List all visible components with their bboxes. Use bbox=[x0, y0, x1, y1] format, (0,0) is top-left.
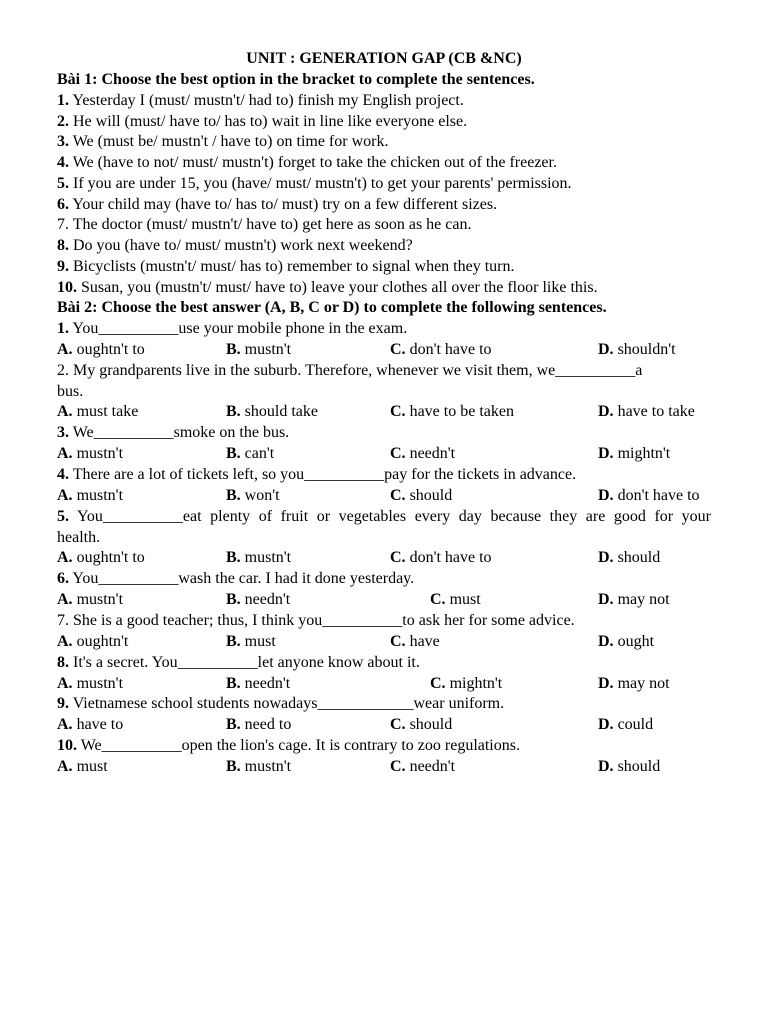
option-text: mustn't bbox=[72, 445, 124, 462]
option-letter: A. bbox=[57, 716, 73, 733]
question-text bbox=[57, 611, 575, 631]
item-number: 2. bbox=[57, 113, 69, 130]
option-c bbox=[390, 715, 452, 735]
option-text: may not bbox=[613, 591, 670, 608]
question-body: It's a secret. You__________let anyone know about it. bbox=[69, 654, 420, 671]
option-a bbox=[57, 674, 123, 694]
option-d bbox=[598, 590, 670, 610]
option-text: may not bbox=[613, 675, 670, 692]
question-body: Vietnamese school students nowadays____________wear uniform. bbox=[69, 695, 505, 712]
option-letter: C. bbox=[390, 341, 406, 358]
option-text: should bbox=[613, 549, 661, 566]
option-text: needn't bbox=[240, 591, 291, 608]
option-text: should bbox=[405, 716, 453, 733]
option-letter: B. bbox=[226, 716, 241, 733]
option-text: oughtn't to bbox=[72, 341, 145, 358]
item-text: Yesterday I (must/ mustn't/ had to) finish my English project. bbox=[69, 92, 464, 109]
question-number: 5. bbox=[57, 508, 69, 525]
option-text: needn't bbox=[240, 675, 291, 692]
option-text: must bbox=[240, 633, 276, 650]
option-text: have bbox=[405, 633, 440, 650]
question-text bbox=[57, 653, 420, 673]
option-text: mightn't bbox=[445, 675, 503, 692]
item-number: 10. bbox=[57, 279, 77, 296]
option-c bbox=[390, 402, 514, 422]
item-text: We (have to not/ must/ mustn't) forget to take the chicken out of the freezer. bbox=[69, 154, 557, 171]
option-letter: D. bbox=[598, 341, 614, 358]
question-number: 6. bbox=[57, 570, 69, 587]
item-text: Do you (have to/ must/ mustn't) work next weekend? bbox=[69, 237, 413, 254]
option-text: needn't bbox=[405, 758, 456, 775]
option-letter: C. bbox=[390, 633, 406, 650]
option-text: mustn't bbox=[72, 591, 124, 608]
part1-item bbox=[57, 257, 514, 277]
item-number: 3. bbox=[57, 133, 69, 150]
option-a bbox=[57, 757, 108, 777]
option-b bbox=[226, 632, 276, 652]
option-text: mustn't bbox=[72, 675, 124, 692]
option-b bbox=[226, 402, 318, 422]
option-text: should bbox=[613, 758, 661, 775]
option-text: mustn't bbox=[240, 549, 292, 566]
item-number: 9. bbox=[57, 258, 69, 275]
option-letter: A. bbox=[57, 633, 73, 650]
option-text: have to be taken bbox=[405, 403, 514, 420]
option-letter: A. bbox=[57, 591, 73, 608]
part1-item bbox=[57, 236, 413, 256]
option-letter: A. bbox=[57, 487, 73, 504]
option-b bbox=[226, 590, 290, 610]
option-b bbox=[226, 757, 291, 777]
question-number: 8. bbox=[57, 654, 69, 671]
item-number: 4. bbox=[57, 154, 69, 171]
option-d bbox=[598, 340, 676, 360]
option-letter: B. bbox=[226, 549, 241, 566]
question-text bbox=[57, 507, 711, 527]
option-c bbox=[390, 757, 455, 777]
option-letter: B. bbox=[226, 445, 241, 462]
option-letter: B. bbox=[226, 633, 241, 650]
option-text: have to bbox=[72, 716, 124, 733]
option-letter: C. bbox=[390, 549, 406, 566]
option-letter: D. bbox=[598, 591, 614, 608]
option-c bbox=[390, 486, 452, 506]
option-letter: D. bbox=[598, 633, 614, 650]
question-body: There are a lot of tickets left, so you__________pay for the tickets in advance. bbox=[69, 466, 577, 483]
option-text: ought bbox=[613, 633, 655, 650]
option-c bbox=[430, 674, 502, 694]
option-d bbox=[598, 548, 660, 568]
question-body: You__________use your mobile phone in the exam. bbox=[69, 320, 408, 337]
question-number: 7. bbox=[57, 612, 69, 629]
part1-item bbox=[57, 278, 598, 298]
part1-item bbox=[57, 195, 497, 215]
option-text: could bbox=[613, 716, 654, 733]
option-b bbox=[226, 548, 291, 568]
option-text: mustn't bbox=[240, 341, 292, 358]
option-d bbox=[598, 444, 670, 464]
part1-item bbox=[57, 91, 464, 111]
option-text: must bbox=[72, 758, 108, 775]
option-d bbox=[598, 402, 695, 422]
option-letter: C. bbox=[390, 758, 406, 775]
option-a bbox=[57, 632, 128, 652]
option-a bbox=[57, 486, 123, 506]
question-text bbox=[57, 569, 414, 589]
item-text: If you are under 15, you (have/ must/ mustn't) to get your parents' permission. bbox=[69, 175, 572, 192]
option-letter: D. bbox=[598, 675, 614, 692]
option-letter: C. bbox=[430, 591, 446, 608]
question-body: My grandparents live in the suburb. Therefore, whenever we visit them, we__________a bbox=[69, 362, 643, 379]
option-letter: C. bbox=[390, 445, 406, 462]
part1-item bbox=[57, 174, 572, 194]
option-letter: B. bbox=[226, 675, 241, 692]
option-text: don't have to bbox=[405, 341, 492, 358]
option-letter: D. bbox=[598, 716, 614, 733]
question-body: She is a good teacher; thus, I think you__________to ask her for some advice. bbox=[69, 612, 575, 629]
question-number: 10. bbox=[57, 737, 77, 754]
item-number: 1. bbox=[57, 92, 69, 109]
item-number: 7. bbox=[57, 216, 69, 233]
part1-heading: Bài 1: Choose the best option in the bracket to complete the sentences. bbox=[57, 71, 535, 88]
question-text bbox=[57, 465, 576, 485]
option-text: shouldn't bbox=[613, 341, 676, 358]
question-body: We__________open the lion's cage. It is contrary to zoo regulations. bbox=[77, 737, 520, 754]
option-b bbox=[226, 444, 274, 464]
option-text: mightn't bbox=[613, 445, 671, 462]
option-letter: C. bbox=[390, 487, 406, 504]
option-text: need to bbox=[240, 716, 292, 733]
option-letter: A. bbox=[57, 445, 73, 462]
part1-item bbox=[57, 153, 557, 173]
option-letter: C. bbox=[430, 675, 446, 692]
option-a bbox=[57, 340, 145, 360]
question-text bbox=[57, 694, 504, 714]
option-d bbox=[598, 757, 660, 777]
item-number: 6. bbox=[57, 196, 69, 213]
option-letter: D. bbox=[598, 758, 614, 775]
question-text bbox=[57, 361, 642, 381]
option-a bbox=[57, 715, 123, 735]
item-text: The doctor (must/ mustn't/ have to) get here as soon as he can. bbox=[69, 216, 472, 233]
option-text: can't bbox=[240, 445, 275, 462]
option-b bbox=[226, 340, 291, 360]
option-text: won't bbox=[240, 487, 280, 504]
part1-item bbox=[57, 112, 467, 132]
option-text: mustn't bbox=[240, 758, 292, 775]
option-c bbox=[390, 444, 455, 464]
item-text: Bicyclists (mustn't/ must/ has to) remember to signal when they turn. bbox=[69, 258, 515, 275]
option-letter: B. bbox=[226, 591, 241, 608]
option-letter: D. bbox=[598, 487, 614, 504]
option-letter: B. bbox=[226, 758, 241, 775]
option-c bbox=[390, 548, 492, 568]
item-text: He will (must/ have to/ has to) wait in line like everyone else. bbox=[69, 113, 468, 130]
option-a bbox=[57, 590, 123, 610]
option-letter: A. bbox=[57, 758, 73, 775]
option-text: should bbox=[405, 487, 453, 504]
option-text: mustn't bbox=[72, 487, 124, 504]
option-d bbox=[598, 632, 654, 652]
option-text: oughtn't to bbox=[72, 549, 145, 566]
question-continuation: health. bbox=[57, 529, 101, 546]
option-text: must take bbox=[72, 403, 139, 420]
option-a bbox=[57, 402, 138, 422]
question-text bbox=[57, 423, 289, 443]
option-text: have to take bbox=[613, 403, 695, 420]
option-text: oughtn't bbox=[72, 633, 129, 650]
option-letter: A. bbox=[57, 403, 73, 420]
option-letter: A. bbox=[57, 549, 73, 566]
option-b bbox=[226, 674, 290, 694]
question-text bbox=[57, 319, 407, 339]
option-text: don't have to bbox=[613, 487, 700, 504]
part2-heading: Bài 2: Choose the best answer (A, B, C or D) to complete the following sentences. bbox=[57, 299, 607, 316]
question-number: 4. bbox=[57, 466, 69, 483]
item-text: We (must be/ mustn't / have to) on time for work. bbox=[69, 133, 389, 150]
option-c bbox=[390, 340, 492, 360]
option-d bbox=[598, 715, 653, 735]
option-letter: B. bbox=[226, 487, 241, 504]
option-letter: C. bbox=[390, 403, 406, 420]
option-letter: A. bbox=[57, 675, 73, 692]
item-number: 5. bbox=[57, 175, 69, 192]
question-body: We__________smoke on the bus. bbox=[69, 424, 290, 441]
option-a bbox=[57, 548, 145, 568]
page-title: UNIT : GENERATION GAP (CB &NC) bbox=[246, 50, 522, 67]
question-number: 2. bbox=[57, 362, 69, 379]
option-letter: B. bbox=[226, 403, 241, 420]
question-number: 9. bbox=[57, 695, 69, 712]
option-letter: B. bbox=[226, 341, 241, 358]
question-continuation: bus. bbox=[57, 383, 84, 400]
option-c bbox=[430, 590, 481, 610]
option-letter: D. bbox=[598, 549, 614, 566]
option-b bbox=[226, 486, 280, 506]
option-d bbox=[598, 486, 700, 506]
option-letter: C. bbox=[390, 716, 406, 733]
part1-item bbox=[57, 132, 388, 152]
option-text: needn't bbox=[405, 445, 456, 462]
part1-item bbox=[57, 215, 471, 235]
option-letter: A. bbox=[57, 341, 73, 358]
option-a bbox=[57, 444, 123, 464]
item-text: Your child may (have to/ has to/ must) try on a few different sizes. bbox=[69, 196, 498, 213]
option-text: must bbox=[445, 591, 481, 608]
option-b bbox=[226, 715, 291, 735]
option-c bbox=[390, 632, 440, 652]
question-text bbox=[57, 736, 520, 756]
option-d bbox=[598, 674, 670, 694]
item-number: 8. bbox=[57, 237, 69, 254]
question-number: 3. bbox=[57, 424, 69, 441]
question-number: 1. bbox=[57, 320, 69, 337]
question-body: You__________eat plenty of fruit or vegetables every day because they are good for your bbox=[69, 508, 711, 525]
question-body: You__________wash the car. I had it done yesterday. bbox=[69, 570, 415, 587]
item-text: Susan, you (mustn't/ must/ have to) leave your clothes all over the floor like this. bbox=[77, 279, 598, 296]
option-letter: D. bbox=[598, 403, 614, 420]
option-text: don't have to bbox=[405, 549, 492, 566]
option-letter: D. bbox=[598, 445, 614, 462]
option-text: should take bbox=[240, 403, 318, 420]
